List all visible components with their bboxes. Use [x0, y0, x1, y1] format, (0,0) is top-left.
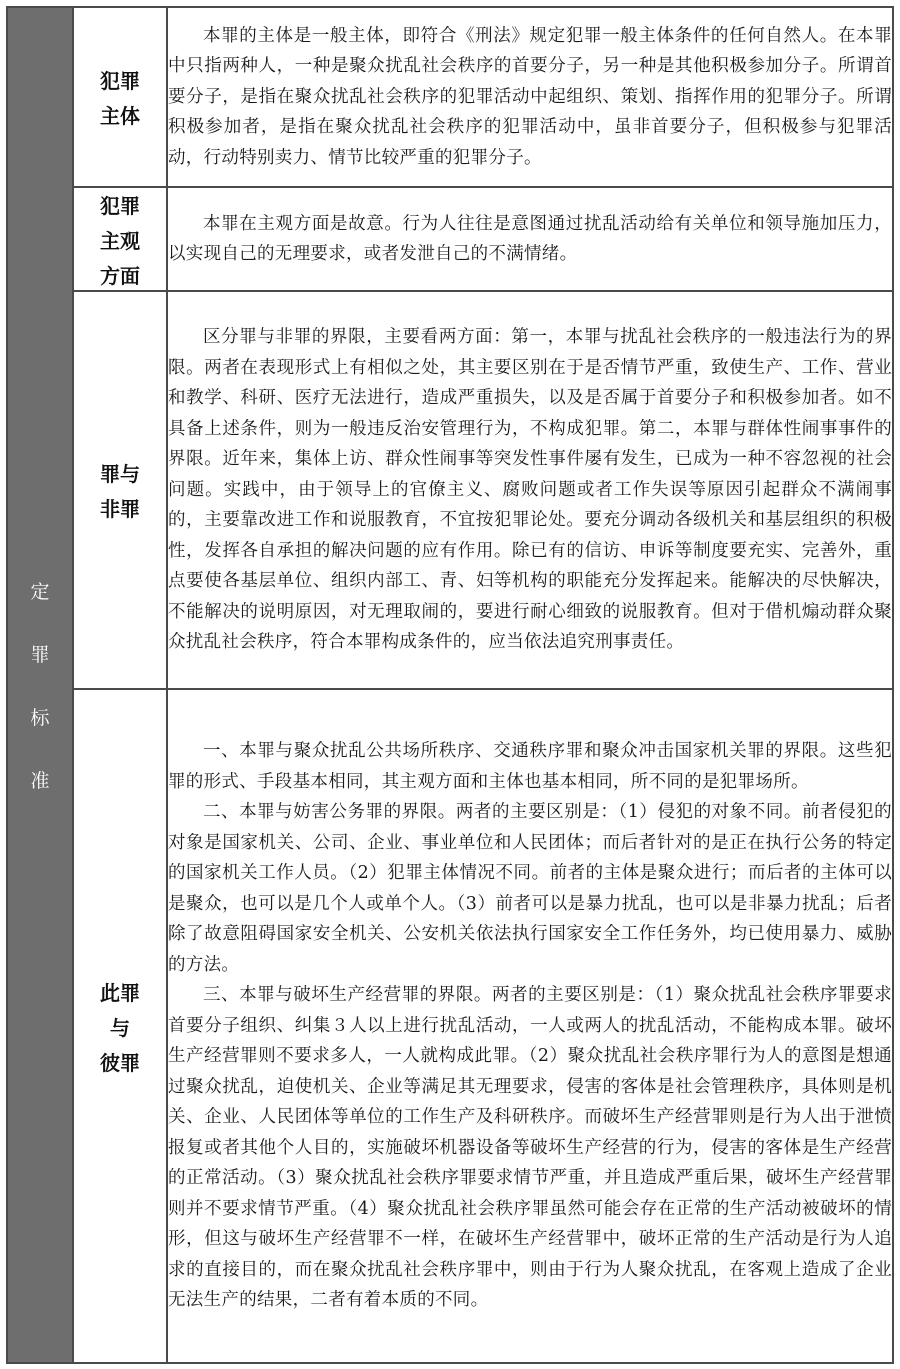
row-content-cell	[167, 187, 893, 291]
row-label-cell	[73, 7, 167, 187]
side-title-cell	[7, 7, 73, 1363]
table-row	[7, 291, 893, 689]
row-label	[74, 190, 166, 289]
paragraph: 二、本罪与妨害公务罪的界限。两者的主要区别是：（1）侵犯的对象不同。前者侵犯的对象是国家机关、公司、企业、事业单位和人民团体；而后者针对的是正在执行公务的特定的国家机关工作人员。（2）犯罪主体情况不同。前者的主体是聚众进行；而后者的主体可以是聚众，也可以是几个人或单个人。（3）前者可以是暴力扰乱，也可以是非暴力扰乱；后者除了故意阻碍国家安全机关、公安机关依法执行国家安全工作任务外，均已使用暴力、威胁的方法。	[168, 802, 892, 975]
row-label-line: 此罪	[100, 980, 140, 1005]
paragraph: 区分罪与非罪的界限，主要看两方面：第一，本罪与扰乱社会秩序的一般违法行为的界限。两者在表现形式上有相似之处，其主要区别在于是否情节严重，致使生产、工作、营业和教学、科研、医疗无法进行，造成严重损失，以及是否属于首要分子和积极参加者。如不具备上述条件，则为一般违反治安管理行为，不构成犯罪。第二，本罪与群体性闹事事件的界限。近年来，集体上访、群众性闹事等突发性事件屡有发生，已成为一种不容忽视的社会问题。实践中，由于领导上的官僚主义、腐败问题或者工作失误等原因引起群众不满闹事的，主要靠改进工作和说服教育，不宜按犯罪论处。要充分调动各级机关和基层组织的积极性，发挥各自承担的解决问题的应有作用。除已有的信访、申诉等制度要充实、完善外，重点要使各基层单位、组织内部工、青、妇等机构的职能充分发挥起来。能解决的尽快解决，不能解决的说明原因，对无理取闹的，要进行耐心细致的说服教育。但对于借机煽动群众聚众扰乱社会秩序，符合本罪构成条件的，应当依法追究刑事责任。	[168, 327, 892, 653]
row-content-cell	[167, 7, 893, 187]
side-title	[8, 577, 72, 793]
row-label-line: 罪与	[100, 462, 140, 486]
row-label-cell	[73, 187, 167, 291]
row-label-line: 非罪	[100, 497, 140, 521]
row-label	[74, 65, 166, 129]
row-label-cell	[73, 689, 167, 1363]
paragraph: 本罪在主观方面是故意。行为人往往是意图通过扰乱活动给有关单位和领导施加压力，以实现自己的无理要求，或者发泄自己的不满情绪。	[168, 213, 892, 264]
row-label-line: 彼罪	[100, 1050, 140, 1075]
side-title-char: 准	[30, 770, 50, 792]
row-label-line: 犯罪	[100, 69, 140, 93]
side-title-char: 标	[30, 707, 50, 729]
row-label-cell	[73, 291, 167, 689]
side-title-char: 罪	[30, 644, 50, 666]
table-row	[7, 7, 893, 187]
paragraph: 三、本罪与破坏生产经营罪的界限。两者的主要区别是：（1）聚众扰乱社会秩序罪要求首要分子组织、纠集３人以上进行扰乱活动，一人或两人的扰乱活动，不能构成本罪。破坏生产经营罪则不要求多人，一人就构成此罪。（2）聚众扰乱社会秩序罪行为人的意图是想通过聚众扰乱，迫使机关、企业等满足其无理要求，侵害的客体是社会管理秩序，具体则是机关、企业、人民团体等单位的工作生产及科研秩序。而破坏生产经营罪则是行为人出于泄愤报复或者其他个人目的，实施破坏机器设备等破坏生产经营的行为，侵害的客体是生产经营的正常活动。（3）聚众扰乱社会秩序罪要求情节严重，并且造成严重后果，破坏生产经营罪则并不要求情节严重。（4）聚众扰乱社会秩序罪虽然可能会存在正常的生产活动被破坏的情形，但这与破坏生产经营罪不一样，在破坏生产经营罪中，破坏正常的生产活动是行为人追求的直接目的，而在聚众扰乱社会秩序罪中，则由于行为人聚众扰乱，在客观上造成了企业无法生产的结果，二者有着本质的不同。	[168, 985, 892, 1311]
row-label-line: 犯罪	[100, 193, 140, 218]
row-label-line: 与	[110, 1015, 130, 1040]
row-content-cell	[167, 689, 893, 1363]
table-row	[7, 187, 893, 291]
paragraph: 一、本罪与聚众扰乱公共场所秩序、交通秩序罪和聚众冲击国家机关罪的界限。这些犯罪的形式、手段基本相同，其主观方面和主体也基本相同，所不同的是犯罪场所。	[168, 741, 892, 792]
row-content-cell	[167, 291, 893, 689]
row-label	[74, 458, 166, 522]
row-label-line: 方面	[100, 263, 140, 288]
paragraph: 本罪的主体是一般主体，即符合《刑法》规定犯罪一般主体条件的任何自然人。在本罪中只指两种人，一种是聚众扰乱社会秩序的首要分子，另一种是其他积极参加分子。所谓首要分子，是指在聚众扰乱社会秩序的犯罪活动中起组织、策划、指挥作用的犯罪分子。所谓积极参加者，是指在聚众扰乱社会秩序的犯罪活动中，虽非首要分子，但积极参与犯罪活动，行动特别卖力、情节比较严重的犯罪分子。	[168, 25, 892, 168]
table-row	[7, 689, 893, 1363]
row-label-line: 主观	[100, 228, 140, 253]
row-label	[74, 977, 166, 1076]
side-title-char: 定	[30, 581, 50, 603]
row-label-line: 主体	[100, 104, 140, 128]
criteria-table	[6, 6, 894, 1364]
